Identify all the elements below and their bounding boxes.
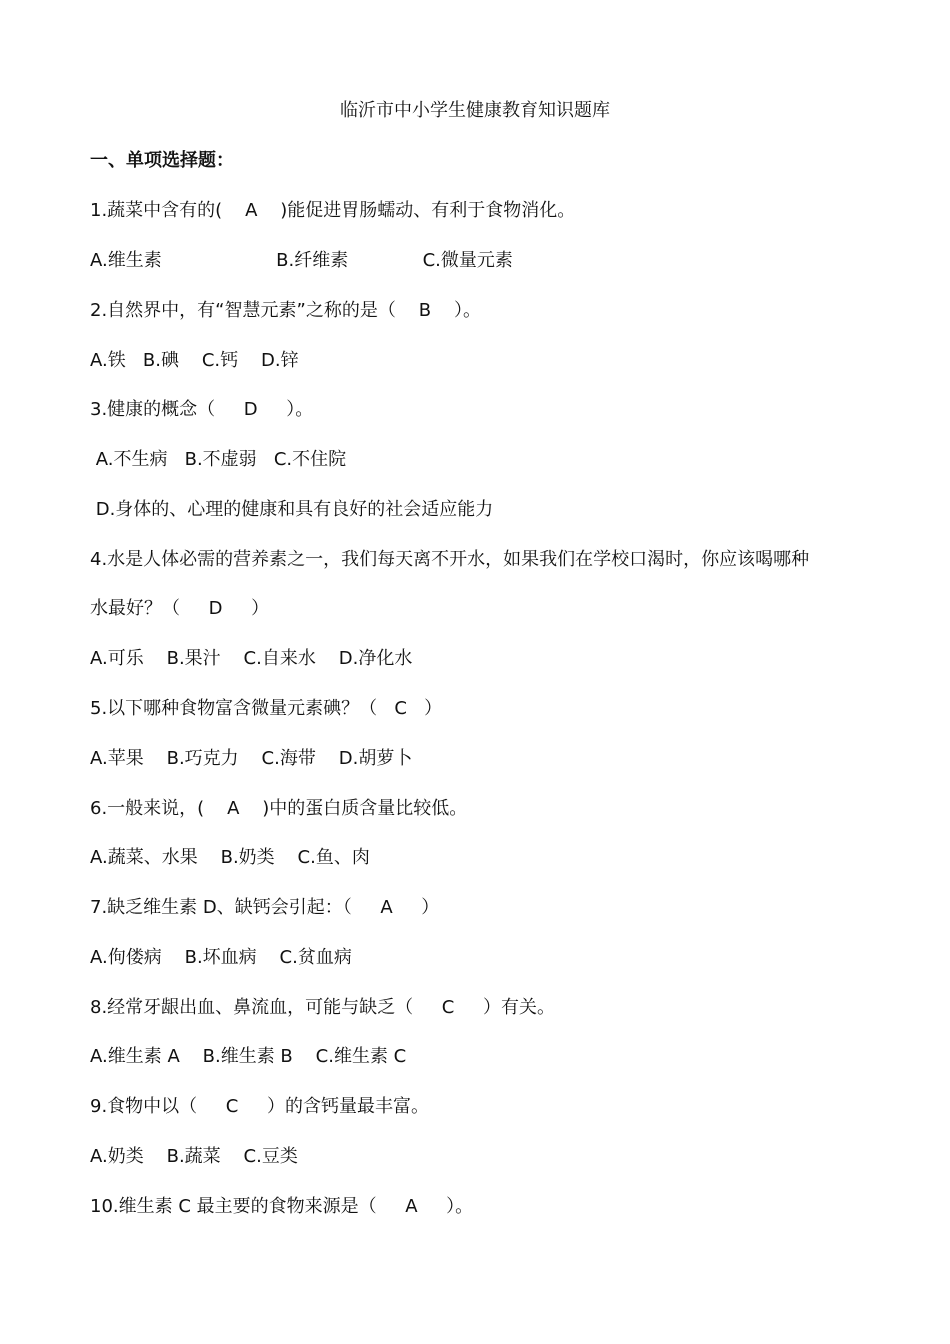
question-10: 10.维生素 C 最主要的食物来源是（ A ）。 (90, 1196, 474, 1217)
options-8: A.维生素 A B.维生素 B C.维生素 C (90, 1046, 407, 1067)
options-9: A.奶类 B.蔬菜 C.豆类 (90, 1146, 298, 1167)
question-6: 6.一般来说，( A )中的蛋白质含量比较低。 (90, 798, 468, 819)
options-7: A.佝偻病 B.坏血病 C.贫血病 (90, 947, 352, 968)
question-3: 3.健康的概念（ D ）。 (90, 399, 314, 420)
page-title: 临沂市中小学生健康教育知识题库 (340, 100, 610, 121)
question-4: 4.水是人体必需的营养素之一，我们每天离不开水，如果我们在学校口渴时，你应该喝哪种 (90, 549, 810, 570)
question-4-cont: 水最好？（ D ） (90, 598, 270, 619)
options-3a: A.不生病 B.不虚弱 C.不住院 (90, 449, 347, 470)
question-2: 2.自然界中，有“智慧元素”之称的是（ B ）。 (90, 300, 481, 321)
question-7: 7.缺乏维生素 D、缺钙会引起：（ A ） (90, 897, 440, 918)
options-6: A.蔬菜、水果 B.奶类 C.鱼、肉 (90, 847, 370, 868)
options-3b: D.身体的、心理的健康和具有良好的社会适应能力 (90, 499, 494, 520)
options-2: A.铁 B.碘 C.钙 D.锌 (90, 350, 299, 371)
options-4: A.可乐 B.果汁 C.自来水 D.净化水 (90, 648, 413, 669)
options-1: A.维生素 B.纤维素 C.微量元素 (90, 250, 513, 271)
question-9: 9.食物中以（ C ）的含钙量最丰富。 (90, 1096, 429, 1117)
question-5: 5.以下哪种食物富含微量元素碘？（ C ） (90, 698, 443, 719)
question-8: 8.经常牙龈出血、鼻流血，可能与缺乏（ C ）有关。 (90, 997, 555, 1018)
options-5: A.苹果 B.巧克力 C.海带 D.胡萝卜 (90, 748, 413, 769)
question-1: 1.蔬菜中含有的( A )能促进胃肠蠕动、有利于食物消化。 (90, 200, 576, 221)
section-heading: 一、单项选择题： (90, 150, 234, 171)
